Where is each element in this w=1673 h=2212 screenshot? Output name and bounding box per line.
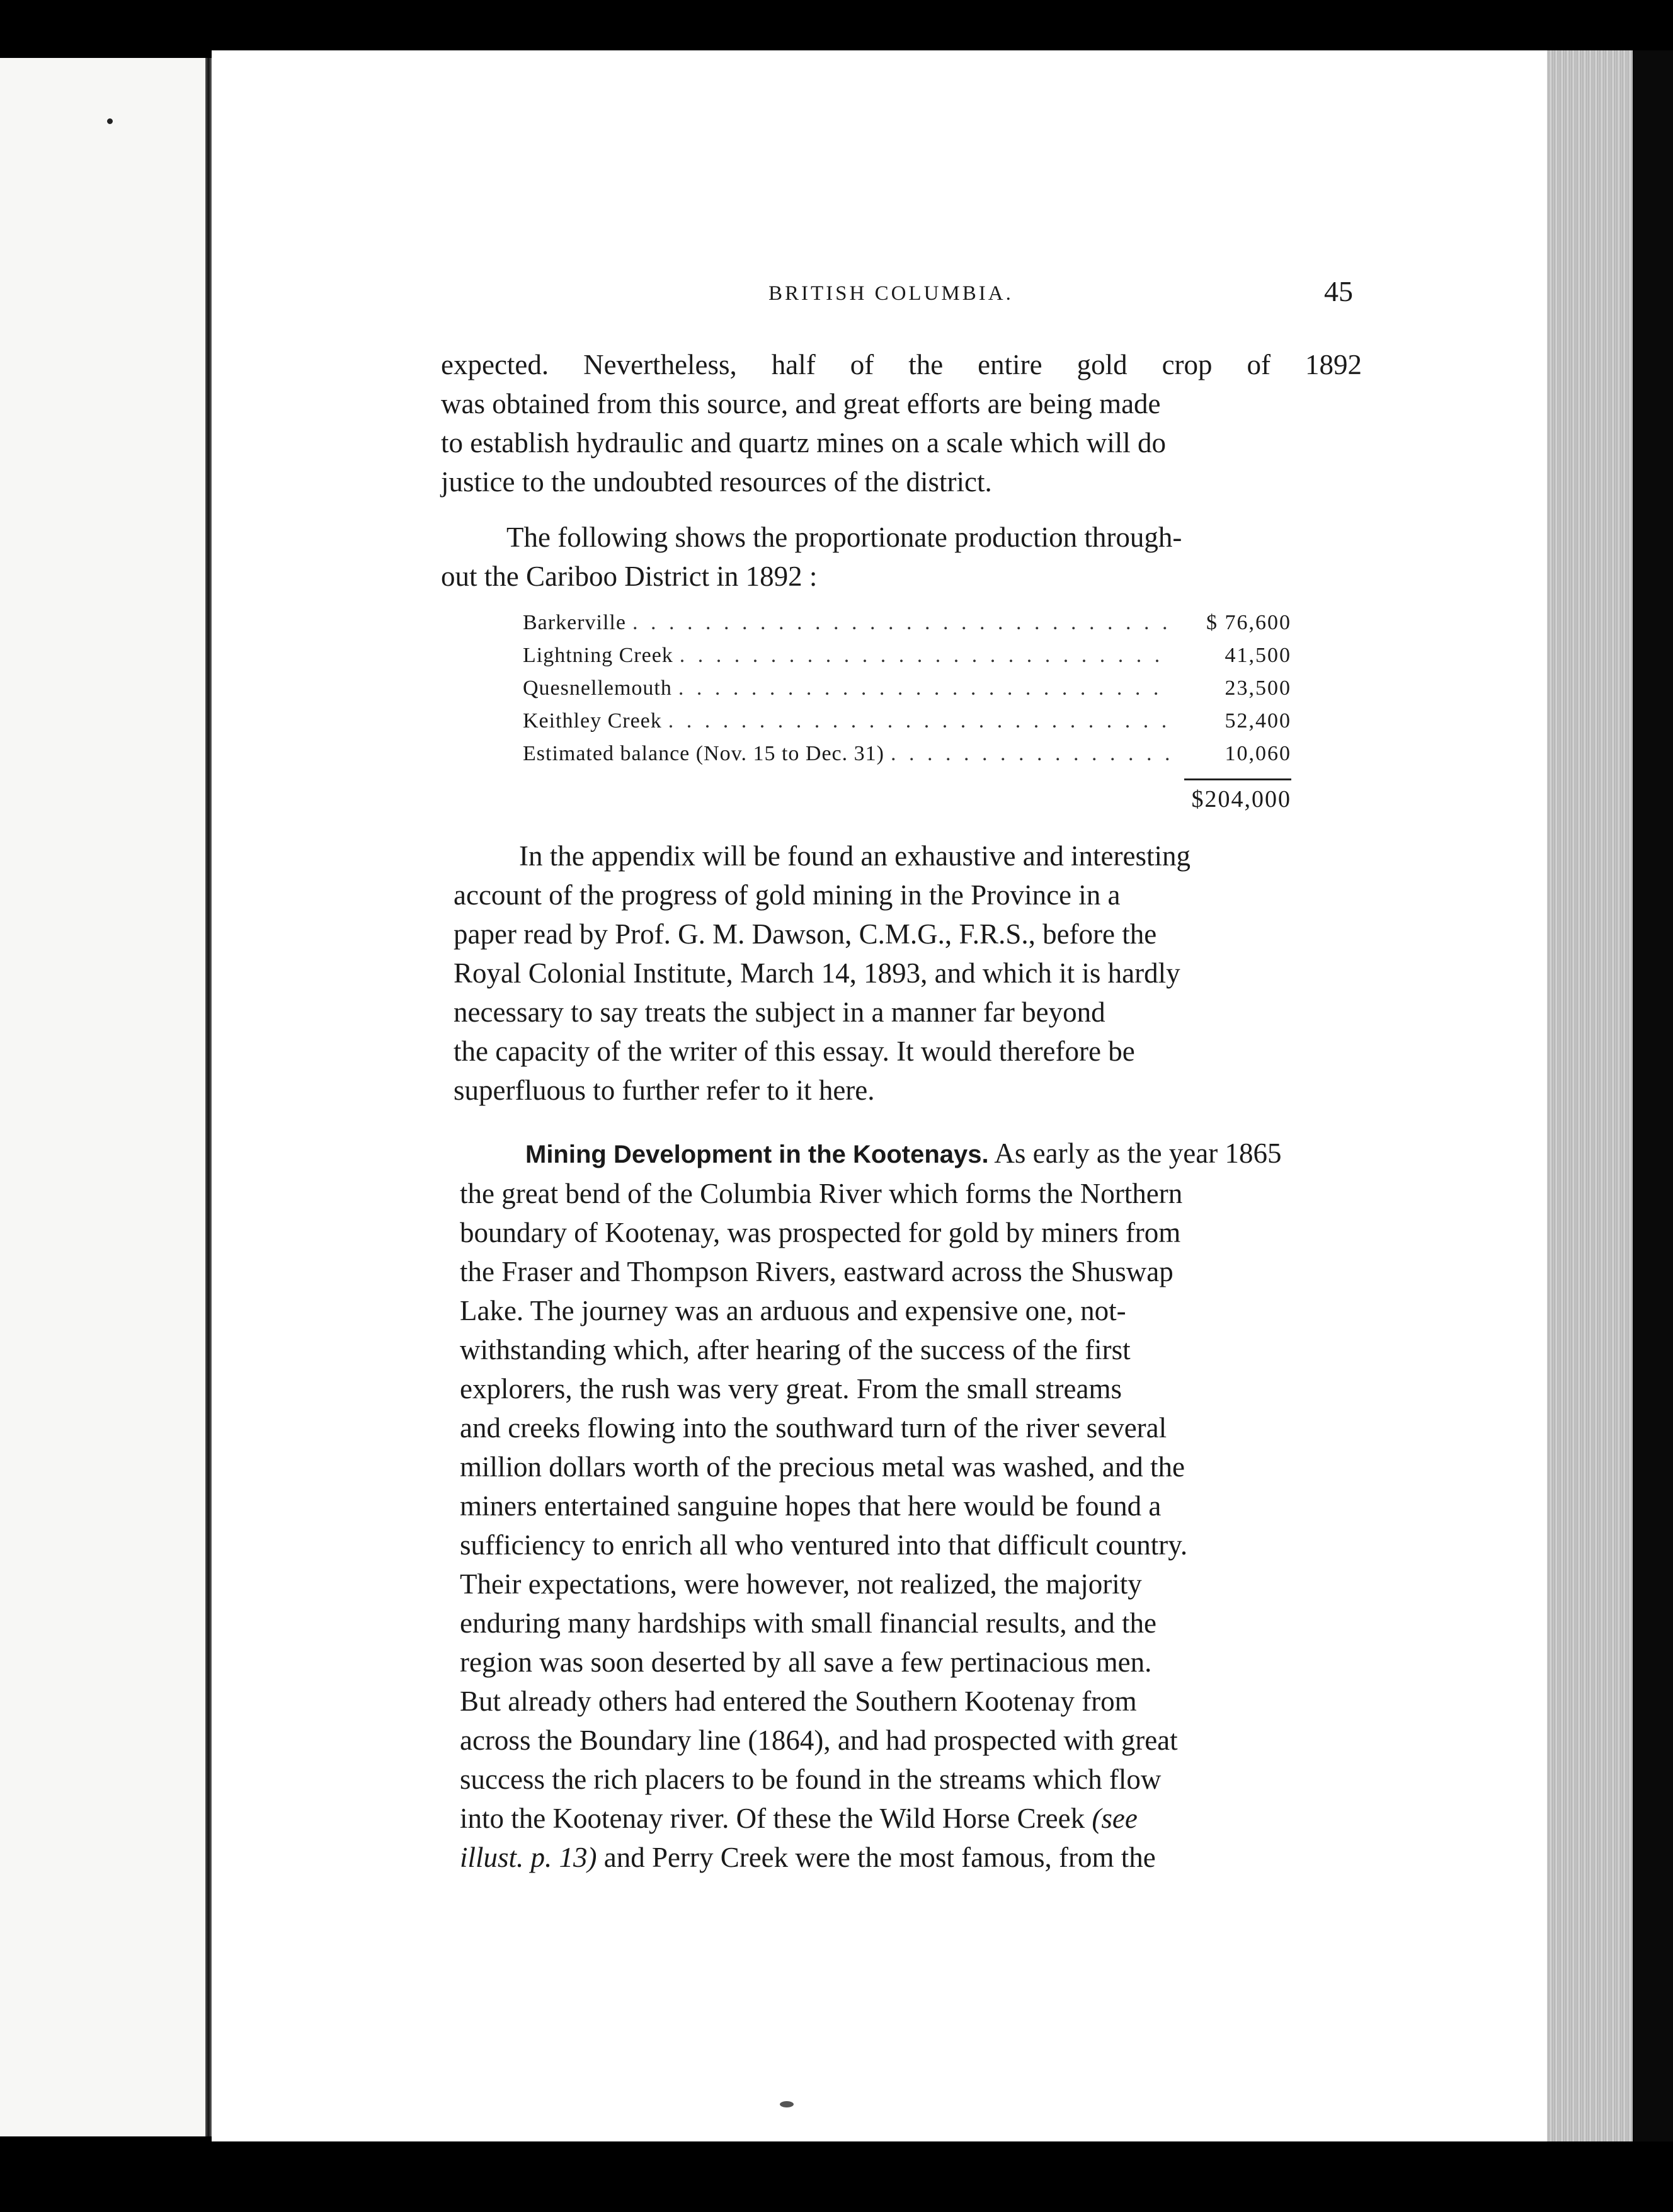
table-row-amount: 41,500: [1225, 644, 1291, 667]
text-line: [460, 1799, 1392, 1838]
text-line: [460, 1838, 1392, 1877]
text-line: Royal Colonial Institute, March 14, 1893, and which it is hardly: [454, 957, 1180, 989]
table-row: [523, 644, 1291, 676]
text-line-rest: As early as the year 1865: [994, 1137, 1282, 1169]
text-line: superfluous to further refer to it here.: [454, 1075, 875, 1106]
leader-dots: [632, 611, 1172, 635]
table-row-label: Lightning Creek: [523, 644, 673, 667]
text-line: [460, 1134, 1392, 1174]
leader-dots: [668, 709, 1172, 733]
scan-speck: [107, 118, 113, 124]
table-row: [523, 709, 1291, 742]
total-rule: [1184, 778, 1291, 780]
page-stack-edge: [1547, 50, 1633, 2141]
table-row-label: Quesnellemouth: [523, 676, 672, 700]
book-gutter: [205, 58, 212, 2136]
text-line: was obtained from this source, and great efforts are being made: [441, 388, 1161, 419]
paragraph-kootenays: [460, 1134, 1392, 1877]
text-line: But already others had entered the Southern Kootenay from: [460, 1685, 1137, 1717]
table-row-label: Keithley Creek: [523, 709, 662, 733]
previous-page-margin: [0, 58, 208, 2136]
table-row: [523, 742, 1291, 775]
text-line: Lake. The journey was an arduous and expensive one, not-: [460, 1295, 1126, 1326]
text-line: boundary of Kootenay, was prospected for gold by miners from: [460, 1217, 1181, 1248]
leader-dots: [680, 644, 1172, 668]
text-line: the great bend of the Columbia River which forms the Northern: [460, 1178, 1183, 1209]
illustration-reference: illust. p. 13): [460, 1842, 597, 1873]
text-line: justice to the undoubted resources of the district.: [441, 466, 992, 498]
text-line: withstanding which, after hearing of the success of the first: [460, 1334, 1131, 1365]
text-line: to establish hydraulic and quartz mines on a scale which will do: [441, 427, 1166, 459]
text-line: In the appendix will be found an exhaustive and interesting: [519, 840, 1191, 872]
paragraph-production-intro: [441, 518, 1373, 596]
paragraph-appendix: [454, 836, 1373, 1110]
text-line-rest: and Perry Creek were the most famous, from the: [603, 1842, 1156, 1873]
text-line: success the rich placers to be found in the streams which flow: [460, 1764, 1162, 1795]
production-table: [523, 611, 1291, 813]
table-row-label: Barkerville: [523, 611, 626, 634]
text-line: across the Boundary line (1864), and had prospected with great: [460, 1725, 1178, 1756]
table-row-label: Estimated balance (Nov. 15 to Dec. 31): [523, 742, 884, 765]
text-line: expected. Nevertheless, half of the entire gold crop of 1892: [441, 349, 1362, 380]
leader-dots: [678, 676, 1172, 700]
text-line: explorers, the rush was very great. From the small streams: [460, 1373, 1122, 1405]
text-line: account of the progress of gold mining in the Province in a: [454, 879, 1121, 911]
table-row-amount: 10,060: [1225, 742, 1291, 765]
text-line: Their expectations, were however, not realized, the majority: [460, 1568, 1142, 1600]
scan-speck: [780, 2101, 794, 2107]
table-total: $204,000: [1191, 786, 1291, 812]
text-line: region was soon deserted by all save a few pertinacious men.: [460, 1646, 1152, 1678]
page-number: 45: [1324, 275, 1353, 307]
text-line: necessary to say treats the subject in a manner far beyond: [454, 996, 1105, 1028]
paragraph-continuation: [441, 345, 1362, 501]
text-line: sufficiency to enrich all who ventured into that difficult country.: [460, 1529, 1188, 1561]
table-row: [523, 676, 1291, 709]
text-line: miners entertained sanguine hopes that here would be found a: [460, 1490, 1162, 1522]
text-line: paper read by Prof. G. M. Dawson, C.M.G., F.R.S., before the: [454, 918, 1157, 950]
text-line: and creeks flowing into the southward turn of the river several: [460, 1412, 1167, 1444]
leader-dots: [891, 742, 1172, 766]
illustration-reference: (see: [1092, 1803, 1138, 1834]
text-line: the capacity of the writer of this essay. It would therefore be: [454, 1035, 1135, 1067]
text-line: the Fraser and Thompson Rivers, eastward across the Shuswap: [460, 1256, 1173, 1287]
table-row-amount: 23,500: [1225, 676, 1291, 700]
running-head: BRITISH COLUMBIA.: [768, 282, 1014, 305]
section-heading: Mining Development in the Kootenays.: [525, 1141, 989, 1168]
text-line: out the Cariboo District in 1892 :: [441, 561, 818, 592]
text-line: enduring many hardships with small financial results, and the: [460, 1607, 1157, 1639]
text-line: The following shows the proportionate production through-: [506, 522, 1182, 553]
text-line-start: into the Kootenay river. Of these the Wild Horse Creek: [460, 1803, 1085, 1834]
table-row-amount: 52,400: [1225, 709, 1291, 733]
scan-border: [1633, 50, 1673, 2141]
table-row: [523, 611, 1291, 644]
table-row-amount: $ 76,600: [1206, 611, 1291, 634]
text-line: million dollars worth of the precious metal was washed, and the: [460, 1451, 1185, 1483]
